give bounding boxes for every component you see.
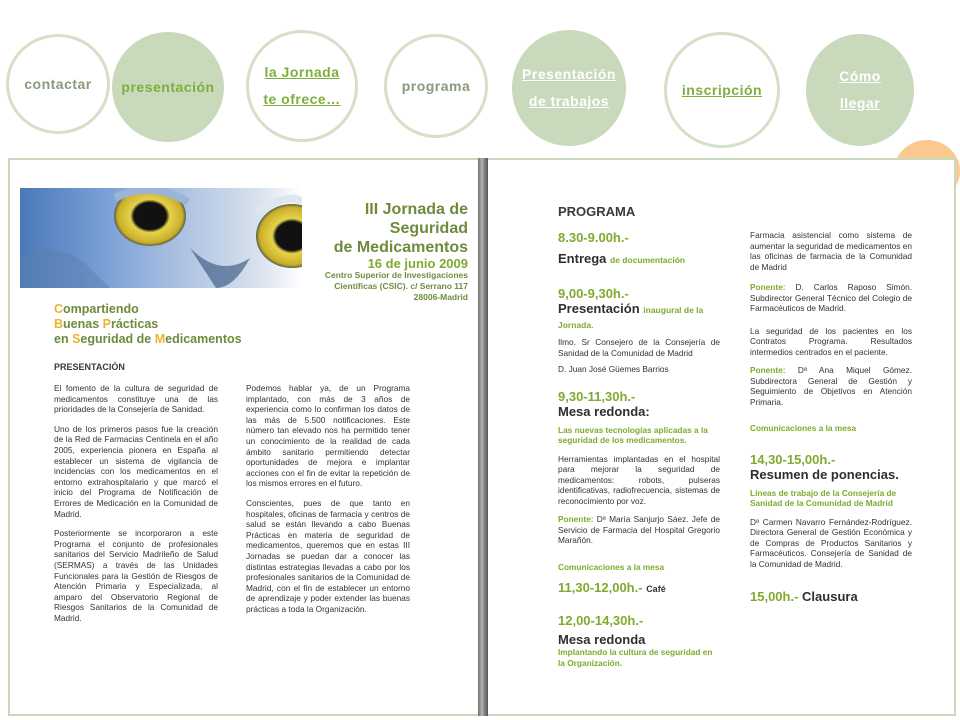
motto-line-1: [54, 302, 242, 317]
paragraph: Conscientes, pues de que tanto en hospitales, oficinas de farmacia y centros de salud se están llevando a cabo Buenas Prácticas en materia de seguridad de medicamentos, queremos que en estas III Jornadas se puedan dar a conocer las distintas estrategias llevadas a cabo por los profesionales sanitarios de la Comunidad de Madrid, con el fin de establecer un entorno de aprendizaje y poder extender las buenas prácticas a toda la Organización.: [246, 497, 410, 614]
time-slot-text: 15,00h.-: [750, 589, 799, 604]
programa-heading: PROGRAMA: [558, 204, 636, 219]
ponente-label: Ponente:: [558, 514, 594, 524]
activity-detail: Farmacia asistencial como sistema de aumentar la seguridad de medicamentos en las oficinas de farmacia de la Comunidad de Madrid: [750, 230, 912, 272]
motto-cap: B: [54, 317, 64, 331]
activity-subtitle: Las nuevas tecnologías aplicadas a la seguridad de los medicamentos.: [558, 424, 708, 445]
presentacion-heading: PRESENTACIÓN: [54, 362, 125, 372]
ponente-name: Dª Ana Miquel Gómez. Subdirectora General de Gestión y Seguimiento de Objetivos en Atención Primaria.: [750, 365, 912, 407]
activity-title: Presentación: [558, 301, 640, 316]
presentacion-column-1: [54, 383, 218, 632]
paragraph: Posteriormente se incorporaron a este Programa el conjunto de profesionales sanitarios del Servicio Madrileño de Salud (SERMAS) a través de las Unidades Funcionales para la Gestión de Riesgos de Atención Primaria y Especializada, al amparo del Observatorio Regional de Riesgos Sanitarios de la Comunidad de Madrid.: [54, 528, 218, 623]
ponente: [558, 514, 720, 546]
motto-cap: C: [54, 302, 64, 316]
owl-image: [20, 188, 302, 288]
jornada-title-line-3: de Medicamentos: [333, 239, 468, 256]
paragraph: Uno de los primeros pasos fue la creación de la Red de Farmacias Centinela en el año 2005, experiencia pionera en España al establecer un sistema de vigilancia de incidencias con los medicamentos en el entorno extrahospitalario y que marcó el inicio del Programa de Notificación de Errores de Medicación en la Comunidad de Madrid.: [54, 423, 218, 519]
motto-line-2: [54, 317, 242, 332]
time-slot: [558, 580, 720, 595]
activity-detail: La seguridad de los pacientes en los Contratos Programa. Resultados intermedios centrados en el paciente.: [750, 325, 912, 357]
motto-text: uenas: [63, 317, 103, 331]
nav-trabajos-label-1: Presentación: [522, 66, 616, 83]
activity: [558, 301, 720, 331]
time-slot-text: 11,30-12,00h.-: [558, 580, 643, 595]
ponente-label: Ponente:: [750, 282, 786, 292]
activity-note: inaugural de la Jornada.: [558, 305, 704, 330]
nav-programa[interactable]: [384, 34, 488, 138]
brochure-fold: [478, 158, 488, 716]
motto-text: eguridad de: [80, 332, 155, 346]
jornada-date: 16 de junio 2009: [367, 256, 468, 271]
time-slot: 9,00-9,30h.-: [558, 286, 629, 301]
nav-trabajos-label-2: de trabajos: [528, 93, 610, 109]
nav-como-llegar-label-1: Cómo: [839, 68, 881, 85]
jornada-title-line-2: Seguridad: [389, 220, 468, 237]
nav-jornada-label-2: te ofrece…: [263, 91, 341, 107]
nav-jornada-label-1: la Jornada: [264, 64, 340, 81]
activity-title: Entrega: [558, 251, 607, 266]
venue-line-2: Científicas (CSIC). c/ Serrano 117: [334, 281, 468, 291]
ponente-label: Ponente:: [750, 365, 786, 375]
presentacion-column-2: [246, 383, 410, 623]
nav-contactar[interactable]: [6, 34, 110, 134]
nav-programa-label: programa: [401, 77, 471, 94]
time-slot: 12,00-14,30h.-: [558, 613, 644, 628]
comunicaciones-label: Comunicaciones a la mesa: [750, 423, 857, 433]
comunicaciones-label: Comunicaciones a la mesa: [558, 561, 665, 572]
nav-como-llegar[interactable]: [806, 34, 914, 146]
motto-cap: P: [102, 317, 111, 331]
activity-detail: D. Juan José Güemes Barrios: [558, 364, 669, 374]
activity-note: Café: [646, 584, 666, 594]
activity-subtitle: Implantando la cultura de seguridad en la Organización.: [558, 647, 713, 668]
time-slot: 8.30-9.00h.-: [558, 230, 629, 245]
nav-trabajos[interactable]: [512, 30, 626, 146]
nav-presentacion[interactable]: [112, 32, 224, 142]
motto-text: rácticas: [110, 317, 159, 331]
nav-jornada[interactable]: [246, 30, 358, 142]
motto-text: ompartiendo: [63, 302, 139, 316]
owl-eyes-graphic: [20, 188, 302, 288]
paragraph: Podemos hablar ya, de un Programa implantado, con más de 3 años de experiencia como lo confirman los datos de las más de 5.500 notificaciones. Este número tan elevado nos ha permitido tener un conocimiento de la realidad de cada ámbito sanitario permitiendo detectar oportunidades de mejora e implantar acciones con el fin de evitar la repetición de los mismos errores en el futuro.: [246, 383, 410, 489]
activity-title: Resumen de ponencias.: [750, 466, 899, 482]
motto-cap: S: [72, 332, 81, 346]
paragraph: El fomento de la cultura de seguridad de medicamentos constituye una de las prioridades de la Consejería de Sanidad.: [54, 383, 218, 415]
jornada-title: [300, 200, 468, 257]
nav-contactar-label: contactar: [24, 75, 92, 92]
jornada-venue: [296, 270, 468, 303]
ponente-name: Dª María Sanjurjo Sáez. Jefe de Servicio de Farmacia del Hospital Gregorio Marañón.: [558, 514, 720, 545]
venue-line-3: 28006-Madrid: [413, 292, 468, 302]
activity-title: Mesa redonda: [558, 632, 646, 647]
time-slot: 14,30-15,00h.-: [750, 451, 836, 467]
venue-line-1: Centro Superior de Investigaciones: [324, 270, 468, 280]
programa-column-2: [750, 230, 912, 604]
motto: [54, 302, 242, 347]
ponente-name: D. Carlos Raposo Simón. Subdirector General Técnico del Colegio de Farmacéuticos de Madrid.: [750, 282, 912, 313]
ponente: [750, 282, 912, 314]
activity-note: de documentación: [610, 255, 686, 265]
activity-detail: Ilmo. Sr Consejero de la Consejería de Sanidad de la Comunidad de Madrid: [558, 337, 720, 358]
activity-subtitle: Líneas de trabajo de la Consejería de Sanidad de la Comunidad de Madrid: [750, 487, 897, 508]
nav-inscripcion-label: inscripción: [681, 81, 763, 98]
motto-line-3: [54, 332, 242, 347]
motto-cap: M: [154, 332, 166, 346]
activity-detail: Dª Carmen Navarro Fernández-Rodríguez. Directora General de Gestión Económica y de Compras de Productos Sanitarios y Farmacéuticos. Consejería de Sanidad de la Comunidad de Madrid.: [750, 516, 912, 569]
activity-title: Mesa redonda:: [558, 403, 650, 419]
jornada-title-line-1: III Jornada de: [364, 201, 468, 218]
activity-detail: Herramientas implantadas en el hospital para mejorar la seguridad de medicamentos: robots, pulseras identificativas, radiofrecuencia, sistemas de reconocimiento por voz.: [558, 453, 720, 506]
time-slot: [750, 589, 912, 604]
ponente: [750, 365, 912, 407]
nav-inscripcion[interactable]: [664, 32, 780, 148]
time-slot: 9,30-11,30h.-: [558, 388, 636, 404]
nav-como-llegar-label-2: llegar: [839, 95, 881, 111]
activity-title: Clausura: [802, 589, 858, 604]
programa-column-1: [558, 230, 720, 668]
activity: [558, 251, 720, 266]
motto-text: en: [54, 332, 73, 346]
nav-presentacion-label: presentación: [121, 78, 215, 95]
motto-text: edicamentos: [165, 332, 242, 346]
